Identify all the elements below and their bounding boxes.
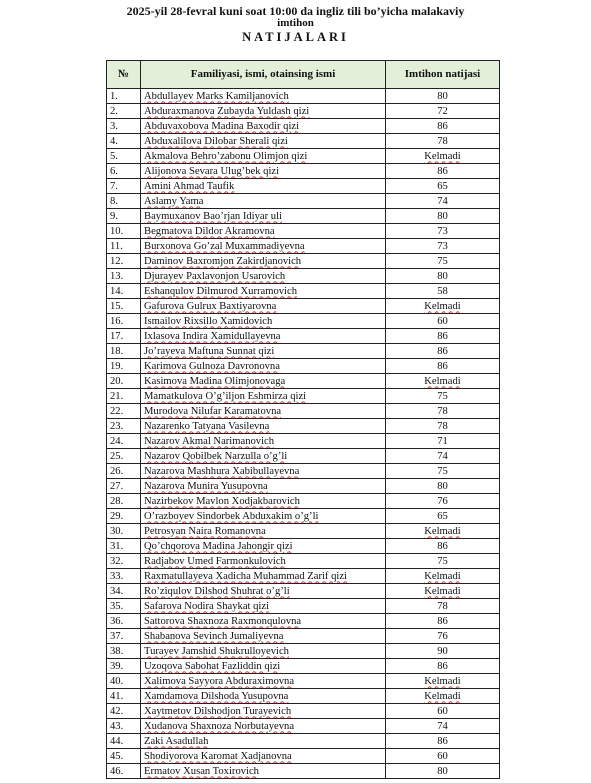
table-row bbox=[107, 449, 500, 464]
row-full-name: Sattorova Shaxnoza Raxmonqulovna bbox=[141, 614, 386, 629]
row-number: 30. bbox=[107, 524, 141, 539]
table-row bbox=[107, 194, 500, 209]
row-exam-result: 75 bbox=[386, 389, 500, 404]
row-full-name: Ismailov Rixsillo Xamidovich bbox=[141, 314, 386, 329]
table-row bbox=[107, 434, 500, 449]
row-exam-result: Kelmadi bbox=[386, 299, 500, 314]
table-row bbox=[107, 599, 500, 614]
row-number: 41. bbox=[107, 689, 141, 704]
row-full-name: Uzoqova Sabohat Fazliddin qizi bbox=[141, 659, 386, 674]
row-exam-result: 75 bbox=[386, 464, 500, 479]
row-number: 39. bbox=[107, 659, 141, 674]
table-row bbox=[107, 644, 500, 659]
row-exam-result: Kelmadi bbox=[386, 674, 500, 689]
row-number: 22. bbox=[107, 404, 141, 419]
column-header-result: Imtihon natijasi bbox=[386, 61, 500, 89]
row-number: 10. bbox=[107, 224, 141, 239]
row-full-name: Nazarov Qobilbek Narzulla o’g’li bbox=[141, 449, 386, 464]
table-row bbox=[107, 464, 500, 479]
row-full-name: Xudanova Shaxnoza Norbutayevna bbox=[141, 719, 386, 734]
row-number: 28. bbox=[107, 494, 141, 509]
table-header-row bbox=[107, 61, 500, 89]
row-number: 27. bbox=[107, 479, 141, 494]
row-full-name: Nazarova Munira Yusupovna bbox=[141, 479, 386, 494]
row-exam-result: 74 bbox=[386, 194, 500, 209]
row-full-name: Xalimova Sayyora Abduraximovna bbox=[141, 674, 386, 689]
row-number: 23. bbox=[107, 419, 141, 434]
row-exam-result: 80 bbox=[386, 269, 500, 284]
table-row bbox=[107, 254, 500, 269]
row-exam-result: 74 bbox=[386, 449, 500, 464]
row-full-name: Xamdamova Dilshoda Yusupovna bbox=[141, 689, 386, 704]
row-full-name: Ixlasova Indira Xamidullayevna bbox=[141, 329, 386, 344]
row-full-name: Abduraxmanova Zubayda Yuldash qizi bbox=[141, 104, 386, 119]
row-number: 35. bbox=[107, 599, 141, 614]
row-exam-result: 60 bbox=[386, 314, 500, 329]
row-full-name: Alijonova Sevara Ulug’bek qizi bbox=[141, 164, 386, 179]
row-full-name: Zaki Asadullah bbox=[141, 734, 386, 749]
row-exam-result: Kelmadi bbox=[386, 584, 500, 599]
table-row bbox=[107, 404, 500, 419]
row-number: 14. bbox=[107, 284, 141, 299]
table-row bbox=[107, 479, 500, 494]
results-table bbox=[106, 60, 500, 779]
row-full-name: Abduvaxobova Madina Baxodir qizi bbox=[141, 119, 386, 134]
row-full-name: Jo’rayeva Maftuna Sunnat qizi bbox=[141, 344, 386, 359]
row-exam-result: 74 bbox=[386, 719, 500, 734]
row-exam-result: Kelmadi bbox=[386, 149, 500, 164]
row-exam-result: 65 bbox=[386, 179, 500, 194]
row-number: 33. bbox=[107, 569, 141, 584]
row-exam-result: 72 bbox=[386, 104, 500, 119]
row-exam-result: Kelmadi bbox=[386, 689, 500, 704]
table-row bbox=[107, 659, 500, 674]
row-number: 29. bbox=[107, 509, 141, 524]
table-row bbox=[107, 704, 500, 719]
row-full-name: Ro’ziqulov Dilshod Shuhrat o’g’li bbox=[141, 584, 386, 599]
row-number: 1. bbox=[107, 89, 141, 104]
row-exam-result: 78 bbox=[386, 134, 500, 149]
row-full-name: Abdullayev Marks Kamiljanovich bbox=[141, 89, 386, 104]
row-number: 45. bbox=[107, 749, 141, 764]
row-exam-result: 65 bbox=[386, 509, 500, 524]
row-exam-result: 90 bbox=[386, 644, 500, 659]
row-full-name: Ermatov Xusan Toxirovich bbox=[141, 764, 386, 779]
table-body bbox=[107, 89, 500, 779]
row-number: 36. bbox=[107, 614, 141, 629]
table-row bbox=[107, 584, 500, 599]
row-exam-result: 80 bbox=[386, 764, 500, 779]
row-full-name: Akmalova Behro’zabonu Olimjon qizi bbox=[141, 149, 386, 164]
table-row bbox=[107, 614, 500, 629]
row-full-name: Gafurova Gulrux Baxtiyarovna bbox=[141, 299, 386, 314]
table-row bbox=[107, 554, 500, 569]
table-row bbox=[107, 539, 500, 554]
row-exam-result: 86 bbox=[386, 659, 500, 674]
table-row bbox=[107, 674, 500, 689]
row-full-name: Shabanova Sevinch Jumaliyevna bbox=[141, 629, 386, 644]
row-number: 18. bbox=[107, 344, 141, 359]
row-exam-result: Kelmadi bbox=[386, 569, 500, 584]
document-title-results: NATIJALARI bbox=[242, 30, 349, 44]
row-full-name: Xaytmetov Dilshodjon Turayevich bbox=[141, 704, 386, 719]
row-full-name: Kasimova Madina Olimjonovaga bbox=[141, 374, 386, 389]
row-number: 5. bbox=[107, 149, 141, 164]
row-full-name: Daminov Baxromjon Zakirdjanovich bbox=[141, 254, 386, 269]
row-exam-result: 78 bbox=[386, 404, 500, 419]
table-row bbox=[107, 374, 500, 389]
row-number: 25. bbox=[107, 449, 141, 464]
row-exam-result: 75 bbox=[386, 554, 500, 569]
row-full-name: Murodova Nilufar Karamatovna bbox=[141, 404, 386, 419]
row-exam-result: 86 bbox=[386, 164, 500, 179]
row-exam-result: Kelmadi bbox=[386, 524, 500, 539]
row-exam-result: 86 bbox=[386, 614, 500, 629]
row-number: 34. bbox=[107, 584, 141, 599]
row-exam-result: 80 bbox=[386, 89, 500, 104]
row-full-name: Turayev Jamshid Shukrulloyevich bbox=[141, 644, 386, 659]
table-row bbox=[107, 719, 500, 734]
table-row bbox=[107, 764, 500, 779]
row-number: 2. bbox=[107, 104, 141, 119]
row-full-name: Eshanqulov Dilmurod Xurramovich bbox=[141, 284, 386, 299]
row-exam-result: 86 bbox=[386, 359, 500, 374]
table-row bbox=[107, 494, 500, 509]
row-full-name: Abduxalilova Dilobar Sherali qizi bbox=[141, 134, 386, 149]
row-exam-result: 60 bbox=[386, 749, 500, 764]
table-row bbox=[107, 524, 500, 539]
row-full-name: Begmatova Dildor Akramovna bbox=[141, 224, 386, 239]
column-header-name: Familiyasi, ismi, otainsing ismi bbox=[141, 61, 386, 89]
row-number: 7. bbox=[107, 179, 141, 194]
row-exam-result: 80 bbox=[386, 479, 500, 494]
row-full-name: Amini Ahmad Taufik bbox=[141, 179, 386, 194]
table-row bbox=[107, 269, 500, 284]
column-header-number: № bbox=[107, 61, 141, 89]
table-row bbox=[107, 89, 500, 104]
row-full-name: O’razboyev Sindorbek Abduxakim o’g’li bbox=[141, 509, 386, 524]
table-row bbox=[107, 569, 500, 584]
table-row bbox=[107, 149, 500, 164]
row-exam-result: 71 bbox=[386, 434, 500, 449]
row-number: 11. bbox=[107, 239, 141, 254]
row-number: 3. bbox=[107, 119, 141, 134]
row-exam-result: 86 bbox=[386, 734, 500, 749]
row-number: 4. bbox=[107, 134, 141, 149]
row-exam-result: 76 bbox=[386, 629, 500, 644]
row-full-name: Nazarenko Tatyana Vasilevna bbox=[141, 419, 386, 434]
row-number: 42. bbox=[107, 704, 141, 719]
table-row bbox=[107, 224, 500, 239]
row-number: 40. bbox=[107, 674, 141, 689]
table-row bbox=[107, 329, 500, 344]
table-row bbox=[107, 134, 500, 149]
row-full-name: Petrosyan Naira Romanovna bbox=[141, 524, 386, 539]
row-number: 21. bbox=[107, 389, 141, 404]
row-number: 15. bbox=[107, 299, 141, 314]
row-full-name: Nazarova Mashhura Xabibullayevna bbox=[141, 464, 386, 479]
row-exam-result: 73 bbox=[386, 224, 500, 239]
row-exam-result: 78 bbox=[386, 419, 500, 434]
row-full-name: Baymuxanov Bao’rjan Idiyar uli bbox=[141, 209, 386, 224]
row-number: 16. bbox=[107, 314, 141, 329]
row-full-name: Nazirbekov Mavlon Xodjakbarovich bbox=[141, 494, 386, 509]
row-full-name: Shodiyorova Karomat Xadjanovna bbox=[141, 749, 386, 764]
table-row bbox=[107, 629, 500, 644]
row-exam-result: 86 bbox=[386, 329, 500, 344]
row-full-name: Djurayev Paxlavonjon Usarovich bbox=[141, 269, 386, 284]
document-title-line-1: 2025-yil 28-fevral kuni soat 10:00 da ingliz tili bo’yicha malakaviy bbox=[126, 4, 465, 18]
row-number: 17. bbox=[107, 329, 141, 344]
row-exam-result: 60 bbox=[386, 704, 500, 719]
row-exam-result: 75 bbox=[386, 254, 500, 269]
table-row bbox=[107, 299, 500, 314]
row-full-name: Radjabov Umed Farmonkulovich bbox=[141, 554, 386, 569]
table-row bbox=[107, 179, 500, 194]
row-exam-result: 86 bbox=[386, 119, 500, 134]
row-number: 12. bbox=[107, 254, 141, 269]
row-exam-result: 86 bbox=[386, 344, 500, 359]
row-exam-result: 58 bbox=[386, 284, 500, 299]
row-number: 31. bbox=[107, 539, 141, 554]
table-row bbox=[107, 239, 500, 254]
table-row bbox=[107, 344, 500, 359]
row-full-name: Nazarov Akmal Narimanovich bbox=[141, 434, 386, 449]
row-number: 6. bbox=[107, 164, 141, 179]
table-row bbox=[107, 419, 500, 434]
row-number: 8. bbox=[107, 194, 141, 209]
row-number: 37. bbox=[107, 629, 141, 644]
row-exam-result: 76 bbox=[386, 494, 500, 509]
table-row bbox=[107, 104, 500, 119]
document-title-line-2: imtihon bbox=[277, 17, 314, 29]
table-row bbox=[107, 734, 500, 749]
table-row bbox=[107, 689, 500, 704]
row-exam-result: 73 bbox=[386, 239, 500, 254]
row-number: 46. bbox=[107, 764, 141, 779]
table-row bbox=[107, 284, 500, 299]
table-row bbox=[107, 389, 500, 404]
row-exam-result: 86 bbox=[386, 539, 500, 554]
row-number: 43. bbox=[107, 719, 141, 734]
row-number: 38. bbox=[107, 644, 141, 659]
row-number: 9. bbox=[107, 209, 141, 224]
table-row bbox=[107, 119, 500, 134]
row-full-name: Karimova Gulnoza Davronovna bbox=[141, 359, 386, 374]
row-exam-result: 80 bbox=[386, 209, 500, 224]
row-number: 24. bbox=[107, 434, 141, 449]
table-row bbox=[107, 314, 500, 329]
row-full-name: Aslamy Yama bbox=[141, 194, 386, 209]
table-row bbox=[107, 509, 500, 524]
row-number: 20. bbox=[107, 374, 141, 389]
row-number: 19. bbox=[107, 359, 141, 374]
row-number: 26. bbox=[107, 464, 141, 479]
row-number: 13. bbox=[107, 269, 141, 284]
table-row bbox=[107, 209, 500, 224]
table-row bbox=[107, 164, 500, 179]
row-number: 32. bbox=[107, 554, 141, 569]
row-full-name: Raxmatullayeva Xadicha Muhammad Zarif qizi bbox=[141, 569, 386, 584]
row-full-name: Safarova Nodira Shaykat qizi bbox=[141, 599, 386, 614]
row-full-name: Mamatkulova O’g’iljon Eshmirza qizi bbox=[141, 389, 386, 404]
row-full-name: Burxonova Go’zal Muxammadiyevna bbox=[141, 239, 386, 254]
row-exam-result: Kelmadi bbox=[386, 374, 500, 389]
row-number: 44. bbox=[107, 734, 141, 749]
row-full-name: Qo’chqorova Madina Jahongir qizi bbox=[141, 539, 386, 554]
table-row bbox=[107, 749, 500, 764]
row-exam-result: 78 bbox=[386, 599, 500, 614]
table-row bbox=[107, 359, 500, 374]
